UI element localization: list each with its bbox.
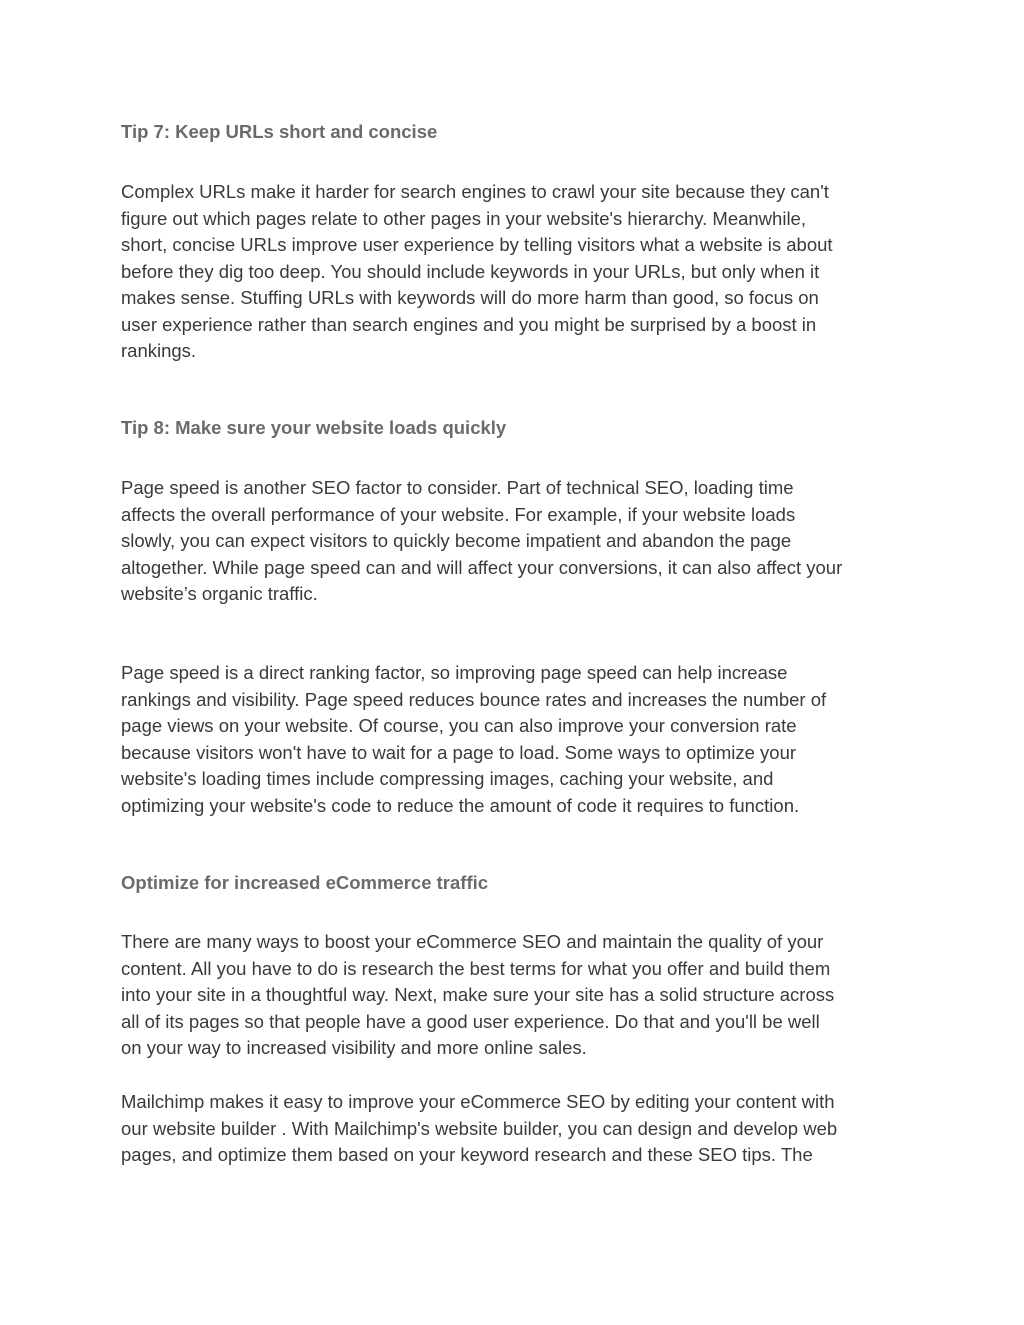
text-line: because visitors won't have to wait for a page to load. Some ways to optimize your [121,741,797,763]
paragraph-ecommerce-second [121,1089,837,1169]
text-line: Complex URLs make it harder for search engines to crawl your site because they can't [121,181,829,202]
text-line: slowly, you can expect visitors to quickly become impatient and abandon the page [121,530,792,551]
text-line: rankings. [121,340,197,361]
paragraph-ecommerce-first [121,929,834,1062]
text-line: short, concise URLs improve user experience by telling visitors what a website is about [121,234,833,255]
text-line: affects the overall performance of your website. For example, if your website loads [121,503,796,525]
text-line: Page speed is another SEO factor to consider. Part of technical SEO, loading time [121,477,794,498]
text-line: content. All you have to do is research the best terms for what you offer and build them [121,957,831,979]
paragraph-tip-8-first [121,475,842,608]
text-line: user experience rather than search engines and you might be surprised by a boost in [121,313,817,335]
text-line: into your site in a thoughtful way. Next, make sure your site has a solid structure across [121,984,835,1005]
paragraph-tip-8-second [121,660,826,819]
text-line: Page speed is a direct ranking factor, so improving page speed can help increase [121,662,788,683]
text-line: figure out which pages relate to other pages in your website's hierarchy. Meanwhile, [121,207,806,229]
text-line: on your way to increased visibility and more online sales. [121,1037,587,1058]
section-heading-tip-8: Tip 8: Make sure your website loads quickly [121,417,507,438]
section-heading-ecommerce: Optimize for increased eCommerce traffic [121,872,489,893]
section-heading-tip-7: Tip 7: Keep URLs short and concise [121,121,438,142]
text-line: There are many ways to boost your eCommerce SEO and maintain the quality of your [121,931,824,952]
text-line: website's loading times include compressing images, caching your website, and [121,768,774,789]
text-line: makes sense. Stuffing URLs with keywords will do more harm than good, so focus on [121,287,819,308]
paragraph-tip-7 [121,179,833,365]
text-line: all of its pages so that people have a good user experience. Do that and you'll be well [121,1010,820,1032]
text-line: pages, and optimize them based on your keyword research and these SEO tips. The [121,1144,813,1165]
text-line: optimizing your website's code to reduce the amount of code it requires to function. [121,794,800,816]
text-line: page views on your website. Of course, you can also improve your conversion rate [121,715,797,736]
text-line: rankings and visibility. Page speed reduces bounce rates and increases the number of [121,688,827,710]
text-line: our website builder . With Mailchimp's website builder, you can design and develop web [121,1117,838,1139]
text-line: before they dig too deep. You should include keywords in your URLs, but only when it [121,260,820,282]
text-line: altogether. While page speed can and will affect your conversions, it can also affect your [121,556,843,578]
text-line: Mailchimp makes it easy to improve your eCommerce SEO by editing your content with [121,1091,835,1112]
text-line: website’s organic traffic. [121,583,318,604]
